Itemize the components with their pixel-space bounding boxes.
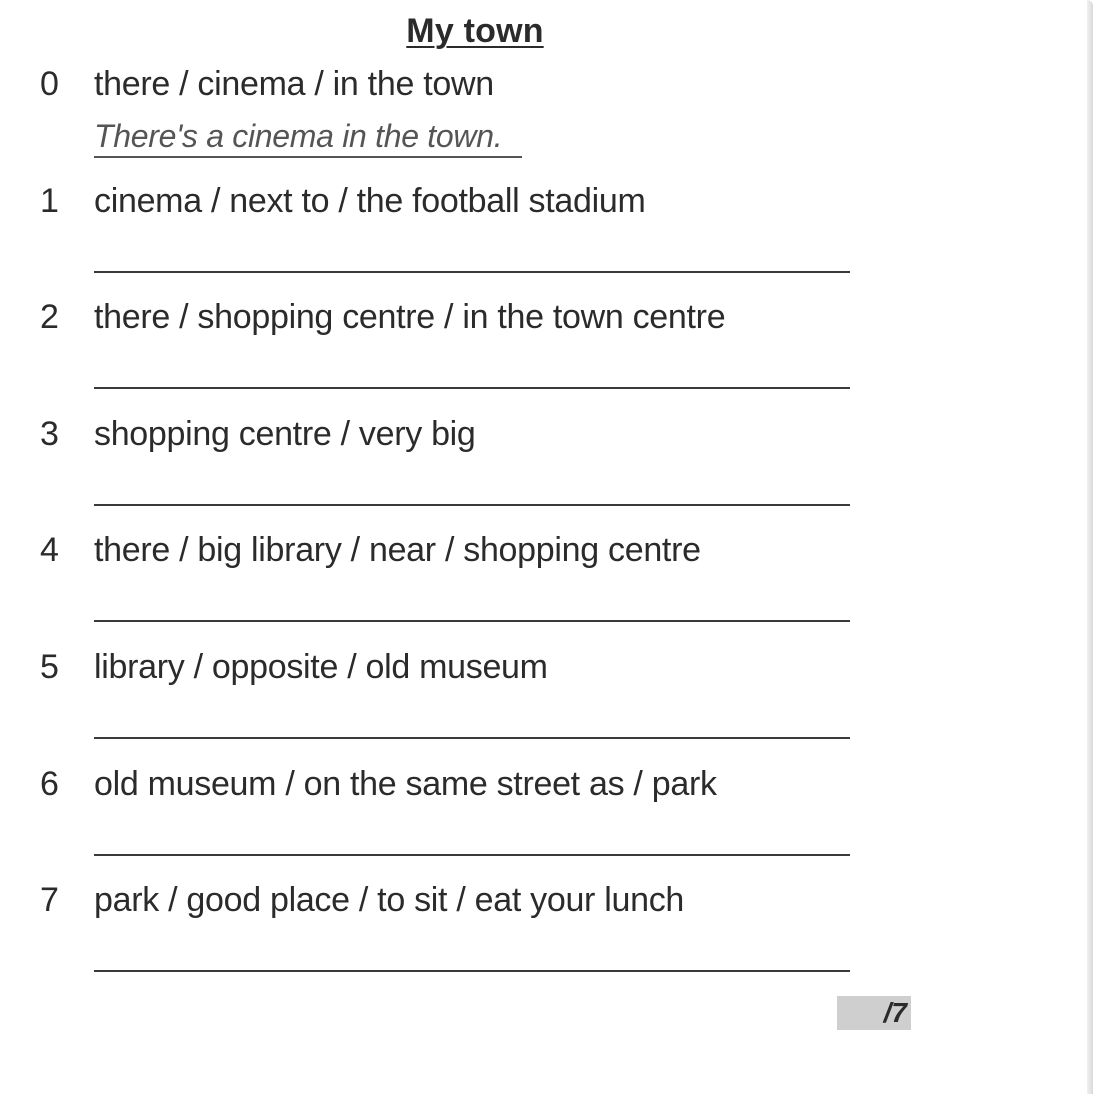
item-prompt: there / cinema / in the town [94, 65, 494, 103]
answer-line[interactable] [94, 854, 850, 856]
item-prompt: there / big library / near / shopping centre [94, 531, 701, 569]
page-edge [1087, 0, 1093, 1094]
item-number: 7 [40, 881, 59, 919]
item-number: 6 [40, 765, 59, 803]
score-box [837, 996, 911, 1030]
item-prompt: there / shopping centre / in the town centre [94, 298, 726, 336]
item-prompt: park / good place / to sit / eat your lunch [94, 881, 685, 919]
item-prompt: old museum / on the same street as / park [94, 765, 717, 803]
answer-line[interactable] [94, 970, 850, 972]
item-prompt: library / opposite / old museum [94, 648, 548, 686]
item-prompt: cinema / next to / the football stadium [94, 182, 646, 220]
score-total: /7 [883, 997, 907, 1028]
item-number: 5 [40, 648, 59, 686]
item-number: 2 [40, 298, 59, 336]
answer-line[interactable] [94, 271, 850, 273]
item-number: 3 [40, 415, 59, 453]
item-number: 0 [40, 65, 59, 103]
item-number: 4 [40, 531, 59, 569]
answer-line[interactable] [94, 504, 850, 506]
worksheet-title: My town [406, 12, 544, 50]
item-prompt: shopping centre / very big [94, 415, 476, 453]
example-answer: There's a cinema in the town. [94, 116, 522, 158]
answer-line[interactable] [94, 620, 850, 622]
item-number: 1 [40, 182, 59, 220]
answer-line[interactable] [94, 387, 850, 389]
answer-line[interactable] [94, 737, 850, 739]
